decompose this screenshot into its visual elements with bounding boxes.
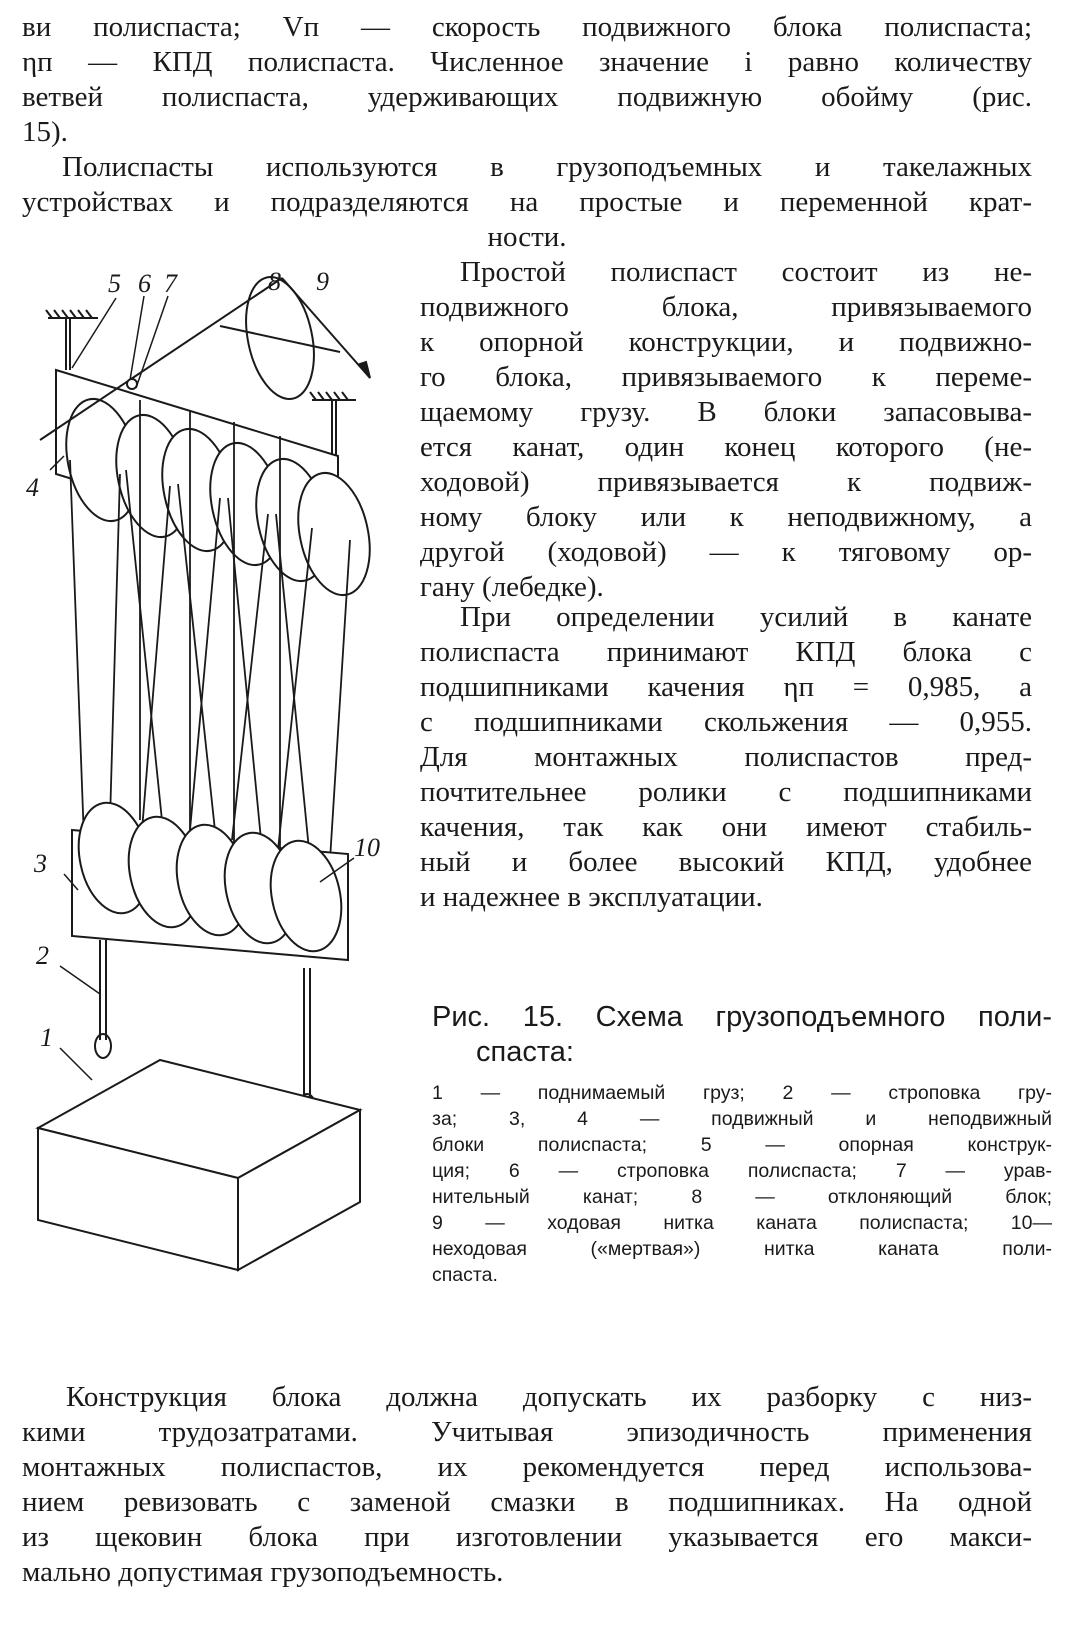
figure-label-5: 5 xyxy=(108,269,121,298)
figure-label-4: 4 xyxy=(26,473,39,502)
figure-label-1: 1 xyxy=(40,1023,53,1052)
text-line: ный и более высокий КПД, удобнее xyxy=(420,846,1032,878)
text-line: Рис. 15. Схема грузоподъемного поли- xyxy=(432,1001,1052,1033)
text-line: ηп — КПД полиспаста. Численное значение i равно количеству xyxy=(22,46,1032,78)
support-structure-right xyxy=(310,392,356,456)
text-line: гану (лебедке). xyxy=(420,571,604,603)
text-line: монтажных полиспастов, их рекомендуется перед использова- xyxy=(22,1451,1032,1483)
text-line: устройствах и подразделяются на простые и переменной крат- xyxy=(22,186,1032,218)
text-line: При определении усилий в канате xyxy=(460,601,1032,633)
load-box xyxy=(38,1060,360,1270)
text-line: ности. xyxy=(487,221,567,253)
text-line: и надежнее в эксплуатации. xyxy=(420,881,763,913)
text-line: ется канат, один конец которого (не- xyxy=(420,431,1032,463)
legend-line: спаста. xyxy=(432,1264,498,1286)
text-line: качения, так как они имеют стабиль- xyxy=(420,811,1032,843)
legend-line: блоки полиспаста; 5 — опорная конструк- xyxy=(432,1134,1052,1156)
figure-label-8: 8 xyxy=(268,267,281,296)
text-line: Конструкция блока должна допускать их разборку с низ- xyxy=(66,1381,1032,1413)
text-line: с подшипниками скольжения — 0,955. xyxy=(420,706,1032,738)
figure-label-6: 6 xyxy=(138,269,151,298)
text-line: ному блоку или к неподвижному, а xyxy=(420,501,1032,533)
figure-label-9: 9 xyxy=(316,267,329,296)
pulley-block-figure xyxy=(20,260,420,1310)
legend-line: 9 — ходовая нитка каната полиспаста; 10— xyxy=(432,1212,1052,1234)
text-line: Для монтажных полиспастов пред- xyxy=(420,741,1032,773)
figure-label-3: 3 xyxy=(34,849,47,878)
text-line: ходовой) привязывается к подвиж- xyxy=(420,466,1032,498)
text-line: го блока, привязываемого к переме- xyxy=(420,361,1032,393)
legend-line: ция; 6 — строповка полиспаста; 7 — урав- xyxy=(432,1160,1052,1182)
legend-line: 1 — поднимаемый груз; 2 — строповка гру- xyxy=(432,1082,1052,1104)
top-paragraph xyxy=(22,10,1032,150)
text-line: щаемому грузу. В блоки запасовыва- xyxy=(420,396,1032,428)
text-line: подшипниками качения ηп = 0,985, а xyxy=(420,671,1032,703)
text-line: спаста: xyxy=(476,1036,574,1068)
legend-line: нительный канат; 8 — отклоняющий блок; xyxy=(432,1186,1052,1208)
text-line: ви полиспаста; Vп — скорость подвижного блока полиспаста; xyxy=(22,11,1032,43)
text-line: кими трудозатратами. Учитывая эпизодичность применения xyxy=(22,1416,1032,1448)
text-line: Простой полиспаст состоит из не- xyxy=(460,256,1032,288)
bottom-paragraph xyxy=(22,1380,1032,1590)
usage-paragraph xyxy=(22,150,1032,255)
text-line: ветвей полиспаста, удерживающих подвижную обойму (рис. xyxy=(22,81,1032,113)
figure-legend xyxy=(432,1080,1052,1288)
text-line: подвижного блока, привязываемого xyxy=(420,291,1032,323)
legend-line: неходовая («мертвая») нитка каната поли- xyxy=(432,1238,1052,1260)
simple-pulley-paragraph xyxy=(420,255,1032,605)
text-line: полиспаста принимают КПД блока с xyxy=(420,636,1032,668)
figure-label-7: 7 xyxy=(164,269,177,298)
text-line: мально допустимая грузоподъемность. xyxy=(22,1556,504,1588)
text-line: нием ревизовать с заменой смазки в подшипниках. На одной xyxy=(22,1486,1032,1518)
text-line: к опорной конструкции, и подвижно- xyxy=(420,326,1032,358)
text-line: Полиспасты используются в грузоподъемных и такелажных xyxy=(62,151,1032,183)
text-line: из щековин блока при изготовлении указывается его макси- xyxy=(22,1521,1032,1553)
figure-label-2: 2 xyxy=(36,941,49,970)
legend-line: за; 3, 4 — подвижный и неподвижный xyxy=(432,1108,1052,1130)
text-line: 15). xyxy=(22,116,68,148)
text-line: почтительнее ролики с подшипниками xyxy=(420,776,1032,808)
text-line: другой (ходовой) — к тяговому ор- xyxy=(420,536,1032,568)
efficiency-paragraph xyxy=(420,600,1032,915)
figure-caption-title xyxy=(432,1000,1052,1070)
figure-label-10: 10 xyxy=(354,833,380,862)
